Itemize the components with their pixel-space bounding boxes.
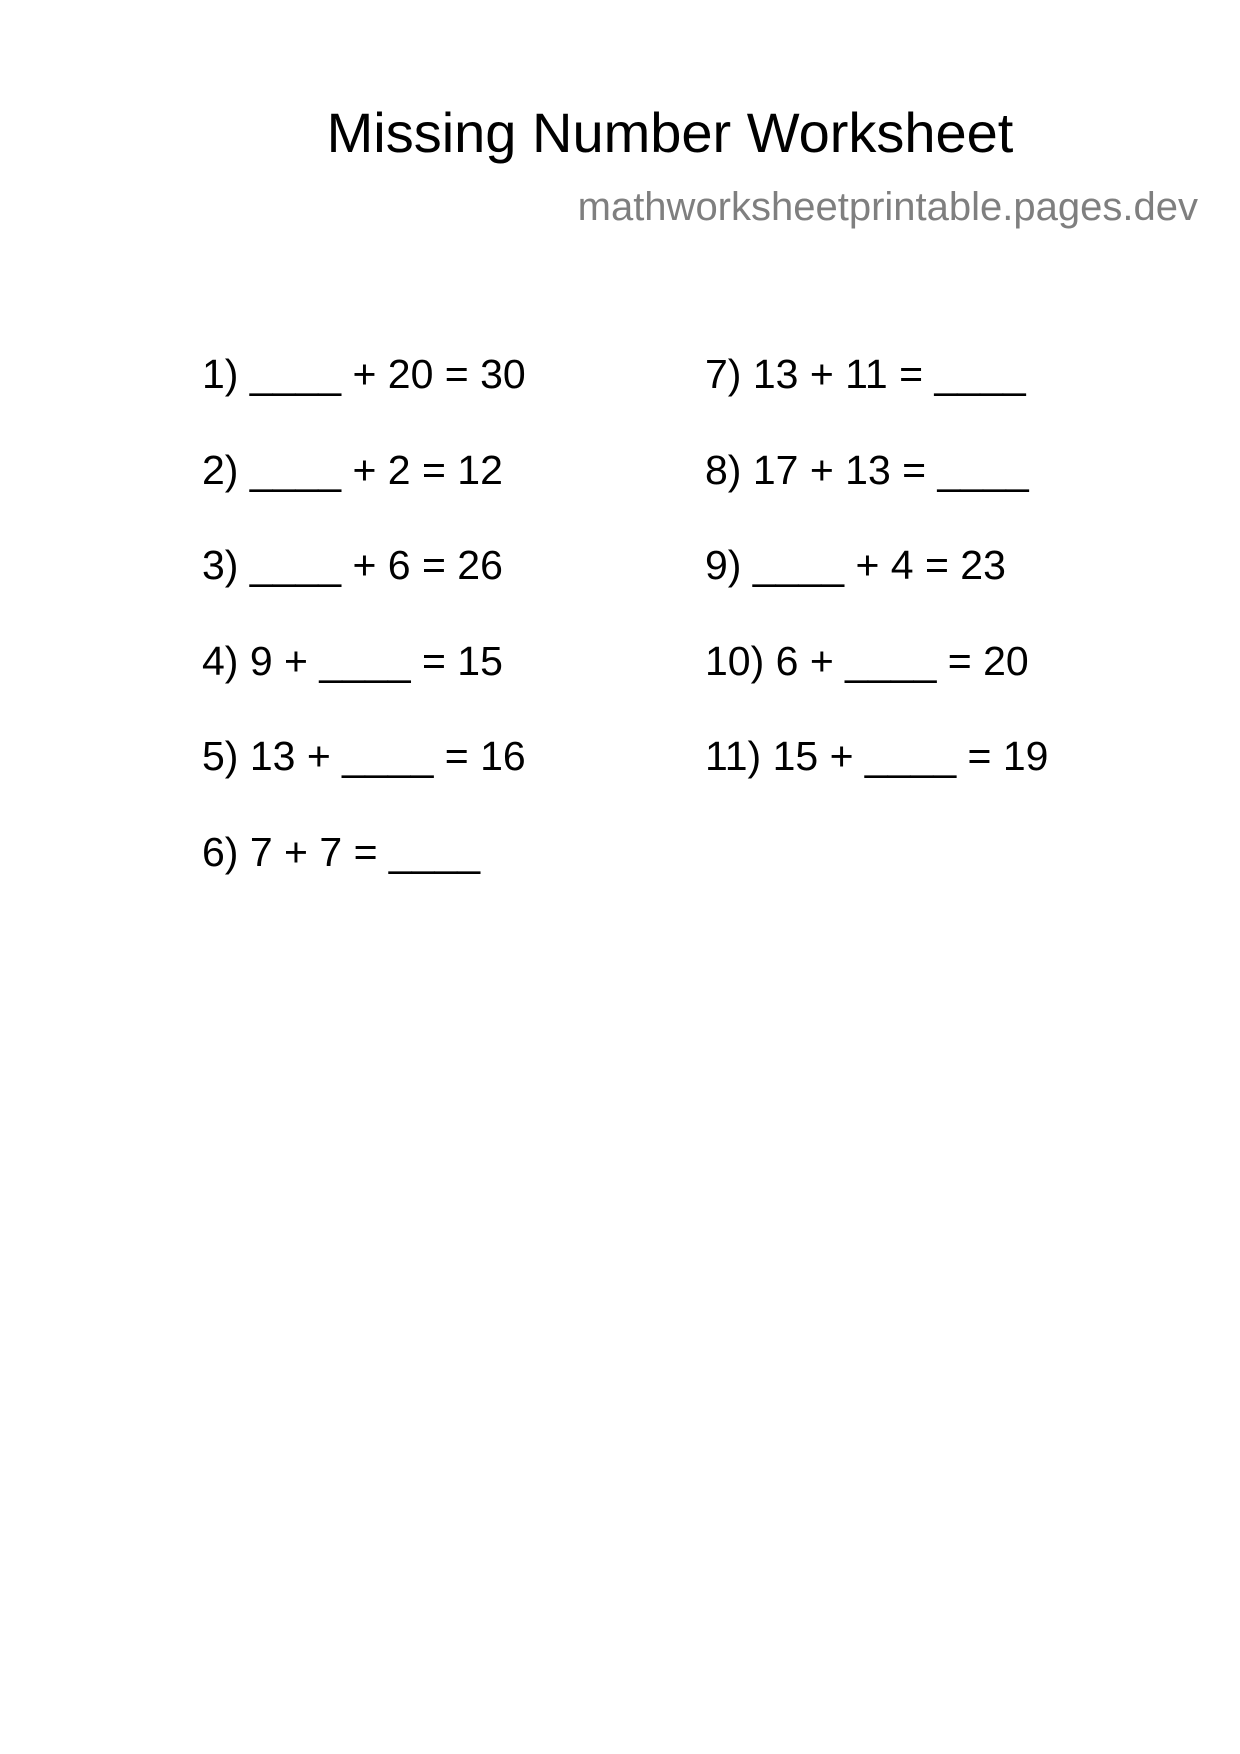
problem-5: 5) 13 + ____ = 16	[202, 733, 526, 779]
problem-6: 6) 7 + 7 = ____	[202, 828, 481, 875]
problem-4: 4) 9 + ____ = 15	[202, 637, 503, 684]
problem-9: 9) ____ + 4 = 23	[705, 542, 1006, 588]
problem-3: 3) ____ + 6 = 26	[202, 542, 503, 588]
problem-11: 11) 15 + ____ = 19	[705, 733, 1049, 779]
problem-10: 10) 6 + ____ = 20	[705, 637, 1029, 684]
worksheet-title: Missing Number Worksheet	[326, 101, 1014, 164]
problem-7: 7) 13 + 11 = ____	[705, 351, 1026, 397]
source-url: mathworksheetprintable.pages.dev	[577, 185, 1198, 229]
problem-2: 2) ____ + 2 = 12	[202, 446, 503, 493]
problem-8: 8) 17 + 13 = ____	[705, 446, 1029, 493]
problem-1: 1) ____ + 20 = 30	[202, 351, 526, 397]
problem-column-right	[705, 350, 1048, 828]
problem-column-left	[202, 350, 526, 923]
